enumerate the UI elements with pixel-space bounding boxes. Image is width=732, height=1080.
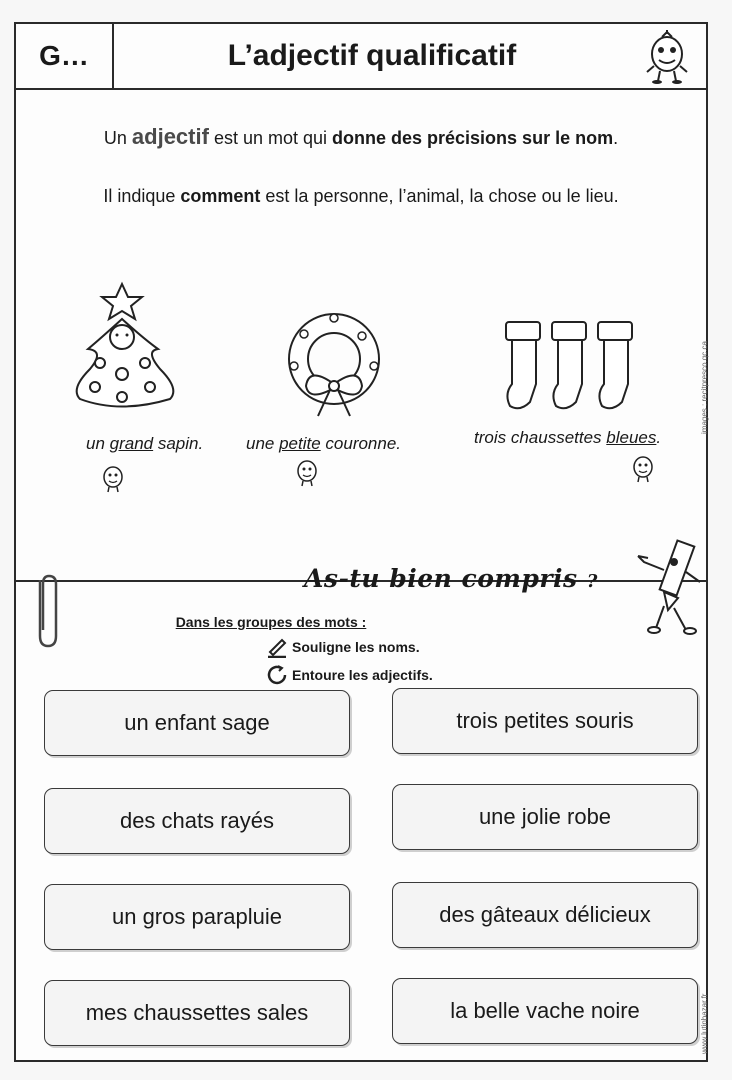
mascot-icon: [642, 28, 692, 84]
text: Entoure les adjectifs.: [292, 667, 433, 683]
mascot-icon: [100, 464, 126, 494]
mascot-icon: [630, 454, 656, 484]
definition-line-2: [16, 186, 706, 207]
text: Souligne les noms.: [292, 639, 420, 655]
stockings-icon: [502, 320, 642, 420]
christmas-tree-icon: [60, 279, 190, 419]
pencil-underline-icon: [266, 636, 288, 658]
pencil-mascot-icon: [634, 536, 706, 636]
example-adjective: bleues: [606, 428, 657, 447]
mascot-icon: [294, 458, 320, 488]
keyword-adjectif: adjectif: [131, 124, 209, 149]
quiz-title: [304, 564, 598, 593]
keyword-comment: comment: [180, 186, 261, 206]
text: As-tu bien compris: [304, 564, 578, 593]
worksheet: [14, 22, 708, 1062]
example-caption-3: [474, 428, 661, 448]
word-group-card[interactable]: un enfant sage: [44, 690, 350, 756]
word-group-card[interactable]: des gâteaux délicieux: [392, 882, 698, 948]
instruction-heading: Dans les groupes des mots :: [175, 614, 367, 630]
text: sapin.: [153, 434, 204, 453]
word-group-card[interactable]: des chats rayés: [44, 788, 350, 854]
site-credit: www.lutinbazar.fr: [700, 993, 709, 1054]
example-caption-2: [246, 434, 401, 454]
example-adjective: petite: [279, 434, 321, 453]
text: .: [613, 128, 619, 148]
example-caption-1: [86, 434, 203, 454]
word-group-card[interactable]: une jolie robe: [392, 784, 698, 850]
example-adjective: grand: [109, 434, 154, 453]
circle-arrow-icon: [266, 664, 288, 686]
definition-line-1: [16, 124, 706, 150]
text: ?: [586, 571, 598, 592]
keyword-precisions: donne des précisions sur le nom: [332, 128, 614, 148]
instruction-underline: [266, 636, 420, 658]
paperclip-icon: [32, 570, 62, 650]
word-group-card[interactable]: la belle vache noire: [392, 978, 698, 1044]
text: un: [86, 434, 110, 453]
text: Il indique: [103, 186, 181, 206]
text: est la personne, l’animal, la chose ou le lieu.: [260, 186, 619, 206]
text: est un mot qui: [208, 128, 333, 148]
text: trois chaussettes: [474, 428, 607, 447]
text: .: [656, 428, 662, 447]
worksheet-header: [16, 24, 706, 90]
text: Un: [103, 128, 132, 148]
lesson-title: L’adjectif qualificatif: [227, 39, 517, 72]
image-credit: images : recitpresco.qc.ca: [700, 341, 709, 434]
instruction-circle: [266, 664, 433, 686]
word-group-card[interactable]: trois petites souris: [392, 688, 698, 754]
lesson-code: G…: [16, 24, 114, 88]
text: une: [246, 434, 280, 453]
word-group-card[interactable]: mes chaussettes sales: [44, 980, 350, 1046]
word-group-card[interactable]: un gros parapluie: [44, 884, 350, 950]
text: couronne.: [320, 434, 402, 453]
wreath-icon: [274, 304, 394, 424]
